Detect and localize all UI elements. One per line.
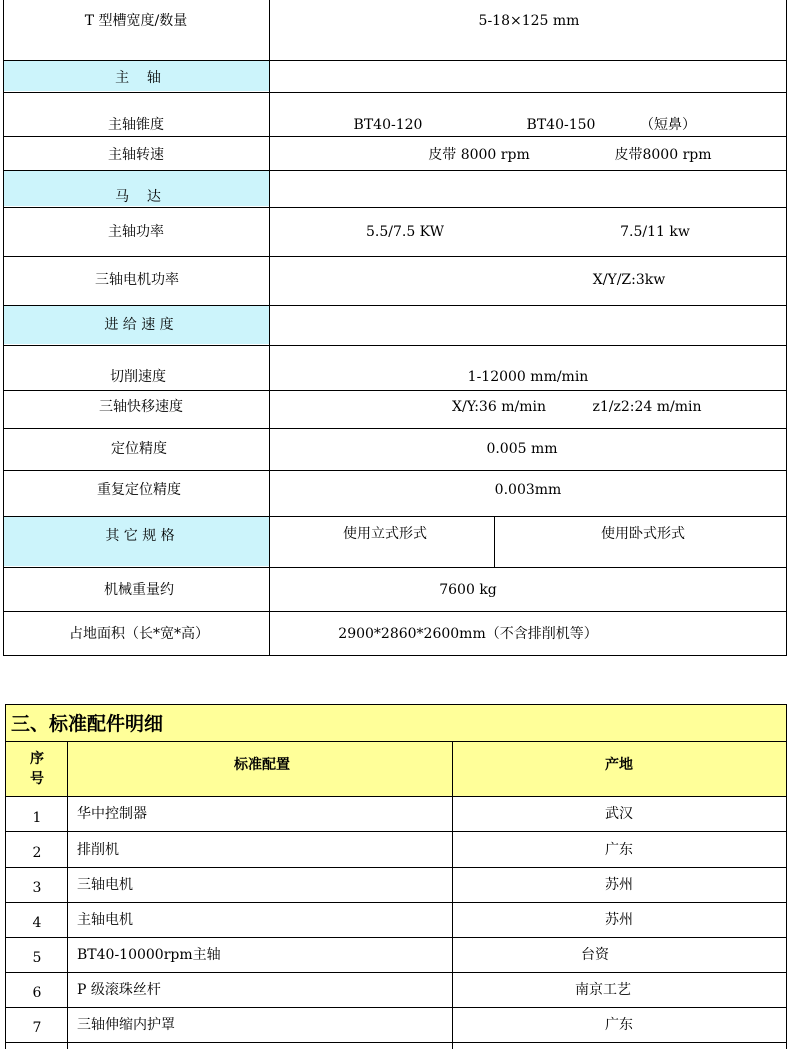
taper-value-a: BT40-120 xyxy=(353,117,423,133)
column-divider xyxy=(269,0,270,656)
t-slot-value: 5-18×125 mm xyxy=(478,13,580,29)
row-divider xyxy=(3,428,787,429)
vertical-form-text: 使用立式形式 xyxy=(343,526,427,542)
standard-parts-table xyxy=(5,704,787,1049)
row-1-no: 1 xyxy=(32,810,42,826)
row-2-no: 2 xyxy=(32,845,42,861)
row-divider xyxy=(5,937,787,938)
row-divider xyxy=(5,867,787,868)
spec-table xyxy=(3,0,787,656)
table-left-border xyxy=(3,0,4,656)
row-3-origin: 苏州 xyxy=(605,877,633,893)
row-divider xyxy=(5,796,787,797)
table-right-border xyxy=(786,0,787,656)
row-1-origin: 武汉 xyxy=(605,806,633,822)
row-5-item: BT40-10000rpm主轴 xyxy=(77,947,221,963)
header-origin: 产地 xyxy=(605,757,633,773)
row-divider xyxy=(3,516,787,517)
row-divider xyxy=(3,390,787,391)
cut-speed-label: 切削速度 xyxy=(110,369,166,385)
taper-note: （短鼻） xyxy=(640,117,696,133)
row-1-item: 华中控制器 xyxy=(77,806,147,822)
header-no-line1: 序 xyxy=(30,751,44,767)
taper-value-b: BT40-150 xyxy=(526,117,596,133)
row-divider xyxy=(5,1007,787,1008)
row-divider xyxy=(5,741,787,742)
row-4-no: 4 xyxy=(32,915,42,931)
table-bottom-border xyxy=(3,655,787,656)
weight-label: 机械重量约 xyxy=(104,582,174,598)
table-top-border xyxy=(5,704,787,705)
row-divider xyxy=(3,305,787,306)
positioning-value: 0.005 mm xyxy=(486,441,558,457)
row-6-no: 6 xyxy=(32,985,42,1001)
power-label: 主轴功率 xyxy=(108,224,164,240)
section-feed-label: 进 给 速 度 xyxy=(104,317,174,333)
row-divider xyxy=(3,345,787,346)
row-5-origin: 台资 xyxy=(581,947,609,963)
row-divider xyxy=(5,1042,787,1043)
row-7-origin: 广东 xyxy=(605,1017,633,1033)
t-slot-label: T 型槽宽度/数量 xyxy=(84,13,188,29)
row-divider xyxy=(3,60,787,61)
row-divider xyxy=(3,92,787,93)
row-6-origin: 南京工艺 xyxy=(575,982,631,998)
footprint-label: 占地面积（长*宽*高） xyxy=(69,626,209,642)
cut-speed-value: 1-12000 mm/min xyxy=(467,369,589,385)
horizontal-form-text: 使用卧式形式 xyxy=(601,526,685,542)
repeat-label: 重复定位精度 xyxy=(97,482,181,498)
row-divider xyxy=(3,611,787,612)
section-motor-label: 马 达 xyxy=(115,189,161,205)
row-divider xyxy=(5,972,787,973)
row-3-no: 3 xyxy=(32,880,42,896)
column-divider xyxy=(67,741,68,1049)
footprint-value: 2900*2860*2600mm（不含排削机等） xyxy=(338,626,598,642)
speed-value-a: 皮带 8000 rpm xyxy=(428,147,530,163)
section-spindle-label: 主 轴 xyxy=(115,70,161,86)
row-2-item: 排削机 xyxy=(77,842,119,858)
row-2-origin: 广东 xyxy=(605,842,633,858)
repeat-value: 0.003mm xyxy=(494,482,562,498)
table-right-border xyxy=(786,704,787,1049)
positioning-label: 定位精度 xyxy=(111,441,167,457)
row-7-item: 三轴伸缩内护罩 xyxy=(77,1017,175,1033)
column-divider xyxy=(452,741,453,1049)
header-no-line2: 号 xyxy=(30,771,44,787)
row-5-no: 5 xyxy=(32,950,42,966)
rapid-value-a: X/Y:36 m/min xyxy=(452,399,546,415)
axis-motor-label: 三轴电机功率 xyxy=(95,272,179,288)
row-6-item: P 级滚珠丝杆 xyxy=(77,982,161,998)
axis-motor-value: X/Y/Z:3kw xyxy=(592,272,666,288)
power-value-a: 5.5/7.5 KW xyxy=(365,224,445,240)
row-divider xyxy=(3,207,787,208)
rapid-label: 三轴快移速度 xyxy=(99,399,183,415)
row-divider xyxy=(3,567,787,568)
row-4-item: 主轴电机 xyxy=(77,912,133,928)
rapid-value-b: z1/z2:24 m/min xyxy=(592,399,702,415)
speed-value-b: 皮带8000 rpm xyxy=(614,147,712,163)
column-divider-other xyxy=(494,516,495,567)
row-divider xyxy=(5,902,787,903)
taper-label: 主轴锥度 xyxy=(108,117,164,133)
row-divider xyxy=(3,136,787,137)
row-7-no: 7 xyxy=(32,1020,42,1036)
row-divider xyxy=(3,470,787,471)
weight-value: 7600 kg xyxy=(439,582,497,598)
row-3-item: 三轴电机 xyxy=(77,877,133,893)
table-left-border xyxy=(5,704,6,1049)
section-title: 三、标准配件明细 xyxy=(11,713,164,735)
row-divider xyxy=(3,256,787,257)
row-4-origin: 苏州 xyxy=(605,912,633,928)
row-divider xyxy=(5,831,787,832)
speed-label: 主轴转速 xyxy=(108,147,164,163)
power-value-b: 7.5/11 kw xyxy=(620,224,690,240)
header-config: 标准配置 xyxy=(234,757,290,773)
row-divider xyxy=(3,170,787,171)
section-other-label: 其 它 规 格 xyxy=(105,528,175,544)
